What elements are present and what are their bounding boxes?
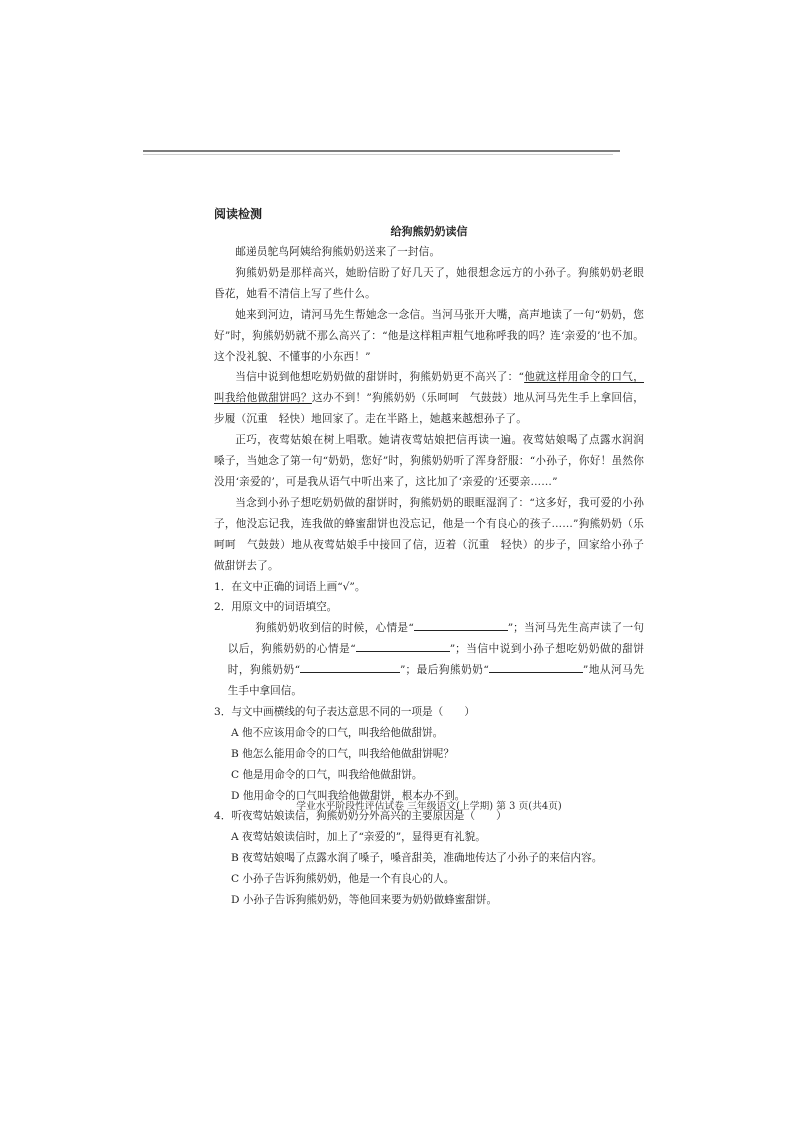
- story-title: 给狗熊奶奶读信: [390, 225, 468, 238]
- question-4-option-c: C 小孙子告诉狗熊奶奶，他是一个有良心的人。: [230, 873, 455, 886]
- question-3-label: 3．与文中画横线的句子表达意思不同的一项是（ ）: [214, 705, 475, 718]
- answer-blank-3[interactable]: [300, 660, 400, 673]
- story-paragraph-4: 当信中说到他想吃奶奶做的甜饼时，狗熊奶奶更不高兴了：“他就这样用命令的口气，叫我给他做甜饼吗？这办不到！”狗熊奶奶（乐呵呵 气鼓鼓）地从河马先生手上拿回信，步履（沉重 轻快）地回家了。走在半路上，她越来越想孙子了。: [214, 371, 644, 426]
- story-paragraph-2: 狗熊奶奶是那样高兴，她盼信盼了好几天了，她很想念远方的小孙子。狗熊奶奶老眼昏花，她看不清信上写了些什么。: [214, 266, 644, 300]
- story-paragraph-6: 当念到小孙子想吃奶奶做的甜饼时，狗熊奶奶的眼眶湿润了：“这多好，我可爱的小孙子，他没忘记我，连我做的蜂蜜甜饼也没忘记，他是一个有良心的孩子……”狗熊奶奶（乐呵呵 气鼓鼓）地从夜莺姑娘手中接回了信，迈着（沉重 轻快）的步子，回家给小孙子做甜饼去了。: [214, 496, 644, 572]
- scan-top-rule-shadow: [143, 154, 613, 155]
- question-3-option-d: D 他用命令的口气叫我给他做甜饼，根本办不到。: [230, 789, 466, 802]
- question-4-option-b: B 夜莺姑娘喝了点露水润了嗓子，嗓音甜美，准确地传达了小孙子的来信内容。: [230, 852, 603, 865]
- underlined-sentence: 他就这样用命令的口气，叫我给他做甜饼吗？: [214, 371, 644, 405]
- question-3-option-b: B 他怎么能用命令的口气，叫我给他做甜饼呢？: [230, 747, 454, 760]
- answer-blank-2[interactable]: [356, 639, 450, 652]
- question-3-option-c: C 他是用命令的口气，叫我给他做甜饼。: [230, 768, 423, 781]
- answer-blank-1[interactable]: [414, 618, 508, 631]
- story-body: [214, 242, 644, 577]
- question-3-option-a: A 他不应该用命令的口气，叫我给他做甜饼。: [230, 726, 444, 739]
- question-2-text: 狗熊奶奶收到信的时候，心情是“ ”；当河马先生高声读了一句以后，狗熊奶奶的心情是“ ”；当信中说到小孙子想吃奶奶做的甜饼时，狗熊奶奶“ ”；最后狗熊奶奶“ ”地从河马先生手中拿回信。: [214, 618, 644, 702]
- question-2-label: 2．用原文中的词语填空。: [214, 601, 338, 614]
- section-title: 阅读检测: [214, 207, 263, 221]
- question-1: 1．在文中正确的词语上画“√”。: [214, 580, 366, 593]
- question-4-option-a: A 夜莺姑娘读信时，加上了“亲爱的”，显得更有礼貌。: [230, 831, 486, 844]
- answer-blank-4[interactable]: [489, 660, 583, 673]
- page-footer: 学业水平阶段性评估试卷 三年级语文(上学期) 第 3 页(共4页): [296, 801, 562, 812]
- story-paragraph-5: 正巧，夜莺姑娘在树上唱歌。她请夜莺姑娘把信再读一遍。夜莺姑娘喝了点露水润润嗓子，当她念了第一句“奶奶，您好”时，狗熊奶奶听了浑身舒服：“小孙子，你好！虽然你没用‘亲爱的’，可是我从语气中听出来了，这比加了‘亲爱的’还要亲……”: [214, 434, 644, 488]
- question-4-option-d: D 小孙子告诉狗熊奶奶，等他回来要为奶奶做蜂蜜甜饼。: [230, 894, 498, 907]
- question-4-label: 4．听夜莺姑娘读信，狗熊奶奶分外高兴的主要原因是（ ）: [214, 810, 507, 823]
- story-paragraph-3: 她来到河边，请河马先生帮她念一念信。当河马张开大嘴，高声地读了一句“奶奶，您好”时，狗熊奶奶就不那么高兴了：“他是这样粗声粗气地称呼我的吗？连‘亲爱的’也不加。这个没礼貌、不懂事的小东西！”: [214, 308, 644, 363]
- scan-top-rule: [143, 150, 620, 152]
- story-paragraph-1: 邮递员鸵鸟阿姨给狗熊奶奶送来了一封信。: [235, 246, 441, 258]
